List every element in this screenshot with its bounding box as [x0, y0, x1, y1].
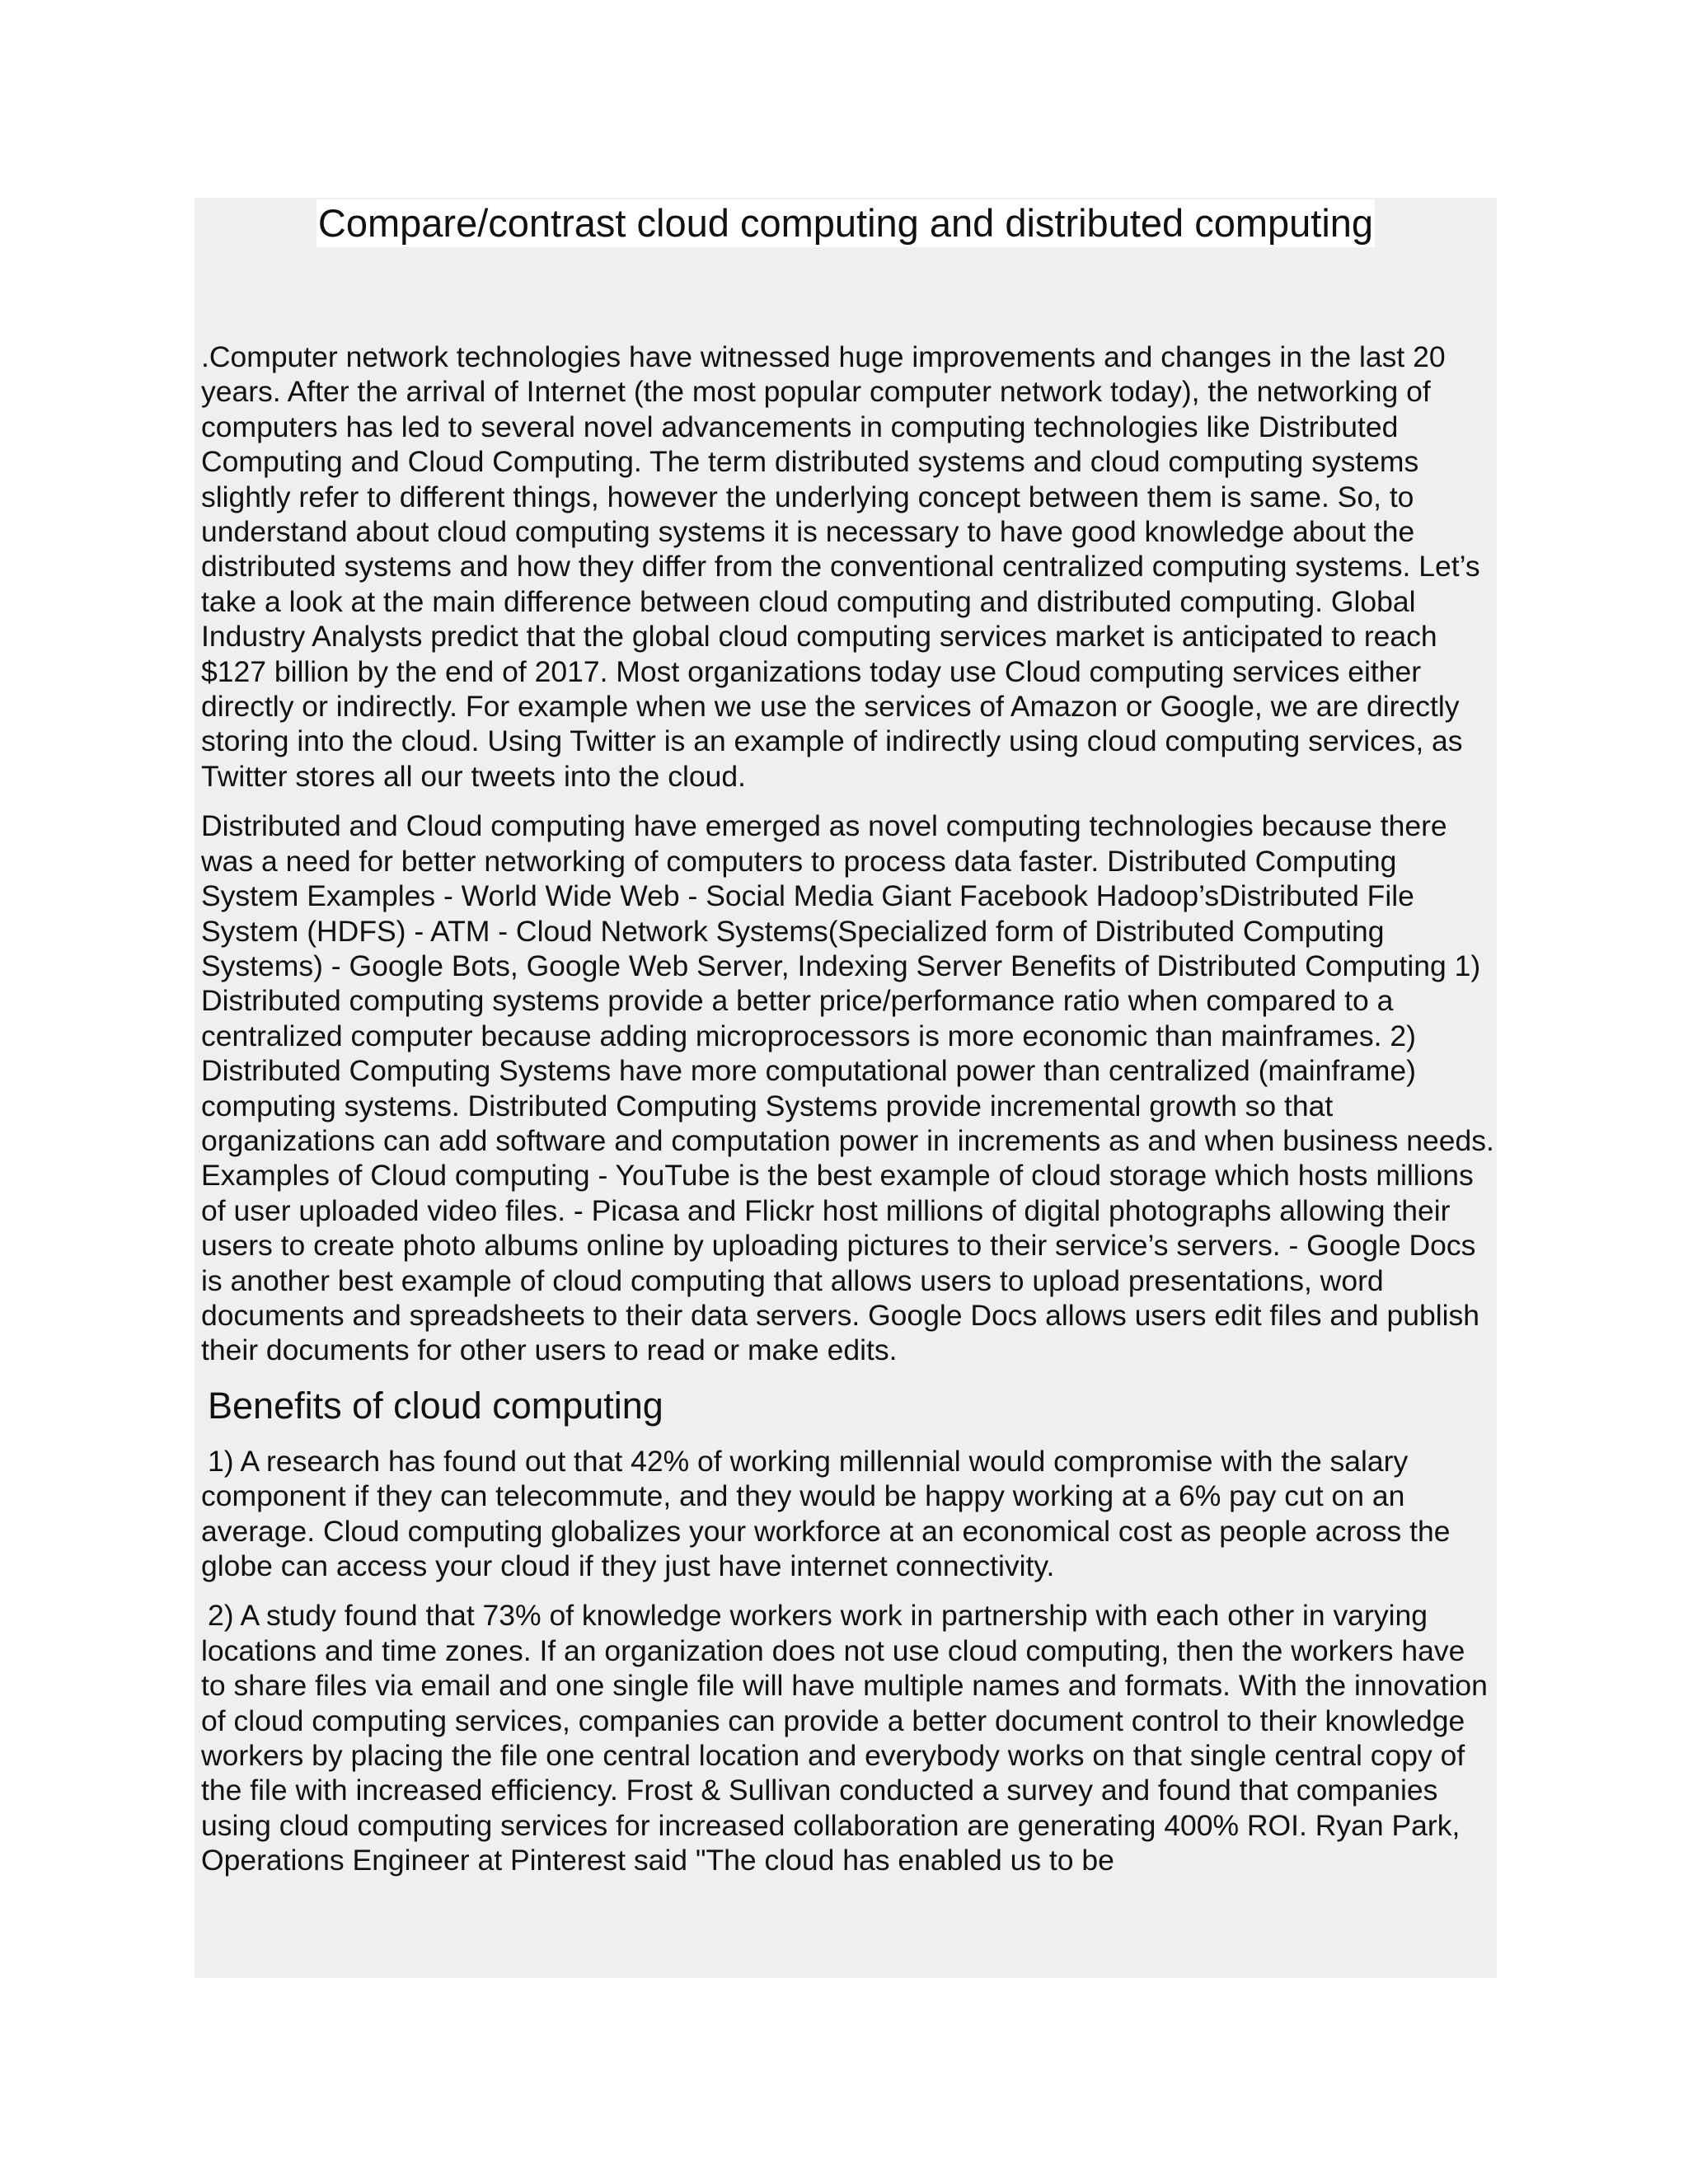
paragraph-distributed: Distributed and Cloud computing have emerged as novel computing technologies because there was a need for better networking of computers to process data faster. Distributed Computing System Examples - World Wide Web - Social Media Giant Facebook Hadoop’sDistributed File System (HDFS) - ATM - Cloud Network Systems(Specialized form of Distributed Computing Systems) - Google Bots, Google Web Server, Indexing Server Benefits of Distributed Computing 1) Distributed computing systems provide a better price/performance ratio when compared to a centralized computer because adding microprocessors is more economic than mainframes. 2) Distributed Computing Systems have more computational power than centralized (mainframe) computing systems. Distributed Computing Systems provide incremental growth so that organizations can add software and computation power in increments as and when business needs. Examples of Cloud computing - YouTube is the best example of cloud storage which hosts millions of user uploaded video files. - Picasa and Flickr host millions of digital photographs allowing their users to create photo albums online by uploading pictures to their service’s servers. - Google Docs is another best example of cloud computing that allows users to upload presentations, word documents and spreadsheets to their data servers. Google Docs allows users edit files and publish their documents for other users to read or make edits.: [201, 809, 1494, 1367]
document-title: Compare/contrast cloud computing and distributed computing: [316, 199, 1375, 247]
content-area: [195, 198, 1497, 1978]
document-body: [201, 340, 1497, 1893]
paragraph-intro: .Computer network technologies have witnessed huge improvements and changes in the last 20 years. After the arrival of Internet (the most popular computer network today), the networking of computers has led to several novel advancements in computing technologies like Distributed Computing and Cloud Computing. The term distributed systems and cloud computing systems slightly refer to different things, however the underlying concept between them is same. So, to understand about cloud computing systems it is necessary to have good knowledge about the distributed systems and how they differ from the conventional centralized computing systems. Let’s take a look at the main difference between cloud computing and distributed computing. Global Industry Analysts predict that the global cloud computing services market is anticipated to reach $127 billion by the end of 2017. Most organizations today use Cloud computing services either directly or indirectly. For example when we use the services of Amazon or Google, we are directly storing into the cloud. Using Twitter is an example of indirectly using cloud computing services, as Twitter stores all our tweets into the cloud.: [201, 340, 1480, 793]
title-container: [195, 198, 1497, 247]
benefit-item-2: 2) A study found that 73% of knowledge workers work in partnership with each other in varying locations and time zones. If an organization does not use cloud computing, then the workers have to share files via email and one single file will have multiple names and formats. With the innovation of cloud computing services, companies can provide a better document control to their knowledge workers by placing the file one central location and everybody works on that single central copy of the file with increased efficiency. Frost & Sullivan conducted a survey and found that companies using cloud computing services for increased collaboration are generating 400% ROI. Ryan Park, Operations Engineer at Pinterest said "The cloud has enabled us to be: [201, 1599, 1488, 1877]
benefit-item-1: 1) A research has found out that 42% of working millennial would compromise with the salary component if they can telecommute, and they would be happy working at a 6% pay cut on an average. Cloud computing globalizes your workforce at an economical cost as people across the globe can access your cloud if they just have internet connectivity.: [201, 1444, 1451, 1582]
section-heading-benefits: Benefits of cloud computing: [208, 1384, 663, 1427]
